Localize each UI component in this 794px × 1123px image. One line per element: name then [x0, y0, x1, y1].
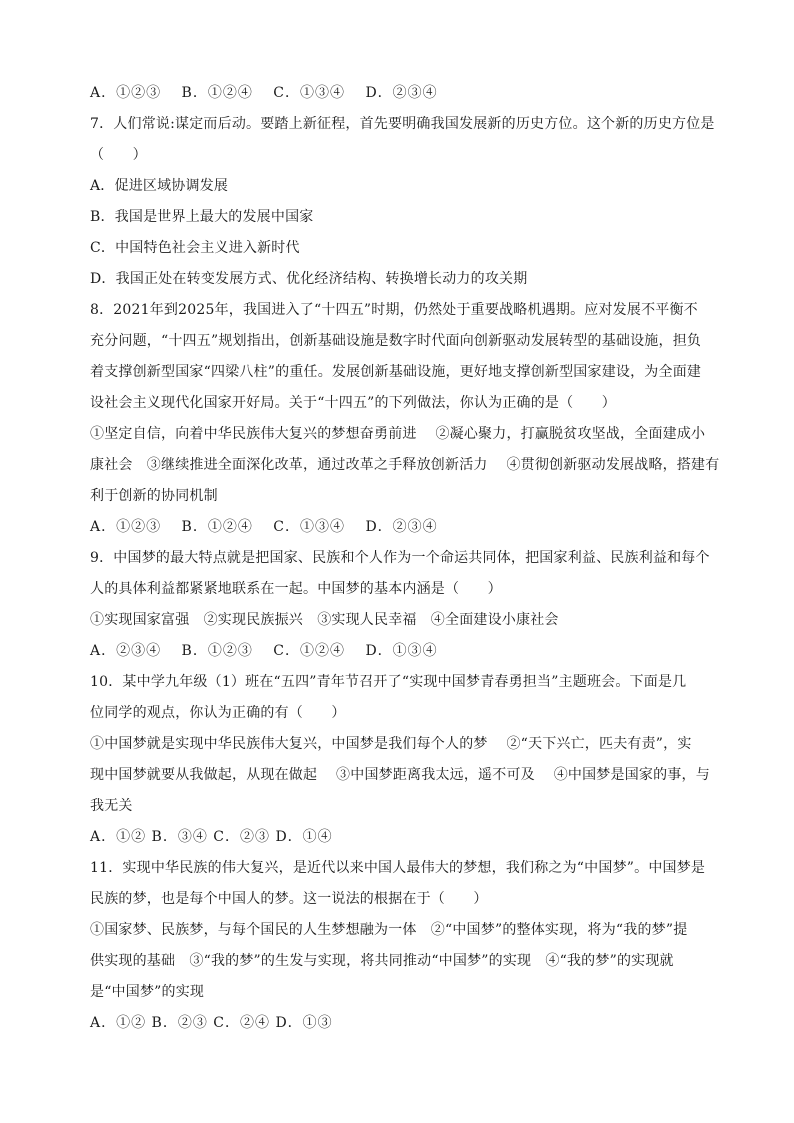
- q11-items-line: 供实现的基础 ③“我的梦”的生发与实现，将共同推动“中国梦”的实现 ④“我的梦”的实现就: [90, 953, 674, 969]
- question-11: [90, 853, 710, 1039]
- q7-option-c: C．中国特色社会主义进入新时代: [90, 240, 300, 256]
- q8-items-line: ①坚定自信，向着中华民族伟大复兴的梦想奋勇前进 ②凝心聚力，打赢脱贫攻坚战，全面建成小: [90, 426, 706, 442]
- q10-items-line: 我无关: [90, 798, 133, 814]
- q8-stem-line: 着支撑创新型国家“四梁八柱”的重任。发展创新基础设施，更好地支撑创新型国家建设，为全面建: [90, 364, 702, 380]
- q10-items-line: 现中国梦就要从我做起，从现在做起 ③中国梦距离我太远，遥不可及 ④中国梦是国家的事，与: [90, 767, 710, 783]
- question-9: [90, 543, 710, 667]
- q8-stem-line: 充分问题，“十四五”规划指出，创新基础设施是数字时代面向创新驱动发展转型的基础设施，担负: [90, 333, 702, 349]
- exam-page: [90, 78, 720, 1039]
- q8-stem-line: 8．2021年到2025年，我国进入了“十四五”时期，仍然处于重要战略机遇期。应对发展不平衡不: [90, 302, 698, 318]
- q9-options: A．②③④ B．①②③ C．①②④ D．①③④: [90, 643, 438, 659]
- q10-options: A．①② B．③④ C．②③ D．①④: [90, 829, 333, 845]
- q11-stem-line: 民族的梦，也是每个中国人的梦。这一说法的根据在于（ ）: [90, 891, 488, 907]
- q10-stem-line: 位同学的观点，你认为正确的有（ ）: [90, 705, 346, 721]
- q7-stem-line: 7．人们常说:谋定而后动。要踏上新征程，首先要明确我国发展新的历史方位。这个新的历史方位是: [90, 116, 715, 132]
- q8-stem-line: 设社会主义现代化国家开好局。关于“十四五”的下列做法，你认为正确的是（ ）: [90, 395, 616, 411]
- q7-option-b: B．我国是世界上最大的发展中国家: [90, 209, 314, 225]
- q11-stem-line: 11．实现中华民族的伟大复兴，是近代以来中国人最伟大的梦想，我们称之为“中国梦”。中国梦是: [90, 860, 706, 876]
- q9-stem-line: 人的具体利益都紧紧地联系在一起。中国梦的基本内涵是（ ）: [90, 581, 502, 597]
- q6-options: A．①②③ B．①②④ C．①③④ D．②③④: [90, 85, 438, 101]
- q7-option-d: D．我国正处在转变发展方式、优化经济结构、转换增长动力的攻关期: [90, 271, 528, 287]
- q7-stem-line: （ ）: [90, 147, 147, 163]
- q11-items-line: ①国家梦、民族梦，与每个国民的人生梦想融为一体 ②“中国梦”的整体实现，将为“我的梦”提: [90, 922, 688, 938]
- q10-stem-line: 10．某中学九年级（1）班在“五四”青年节召开了“实现中国梦青春勇担当”主题班会。下面是几: [90, 674, 687, 690]
- q7-option-a: A．促进区域协调发展: [90, 178, 229, 194]
- q11-items-line: 是“中国梦”的实现: [90, 984, 205, 1000]
- q9-items-line: ①实现国家富强 ②实现民族振兴 ③实现人民幸福 ④全面建设小康社会: [90, 612, 559, 628]
- question-10: [90, 667, 710, 853]
- question-8: [90, 295, 720, 543]
- q9-stem-line: 9．中国梦的最大特点就是把国家、民族和个人作为一个命运共同体，把国家利益、民族利益和每个: [90, 550, 710, 566]
- question-7: [90, 109, 715, 295]
- q10-items-line: ①中国梦就是实现中华民族伟大复兴，中国梦是我们每个人的梦 ②“天下兴亡，匹夫有责”，实: [90, 736, 692, 752]
- q11-options: A．①② B．②③ C．②④ D．①③: [90, 1015, 333, 1031]
- q8-items-line: 康社会 ③继续推进全面深化改革，通过改革之手释放创新活力 ④贯彻创新驱动发展战略，搭建有: [90, 457, 720, 473]
- q8-items-line: 利于创新的协同机制: [90, 488, 218, 504]
- q8-options: A．①②③ B．①②④ C．①③④ D．②③④: [90, 519, 438, 535]
